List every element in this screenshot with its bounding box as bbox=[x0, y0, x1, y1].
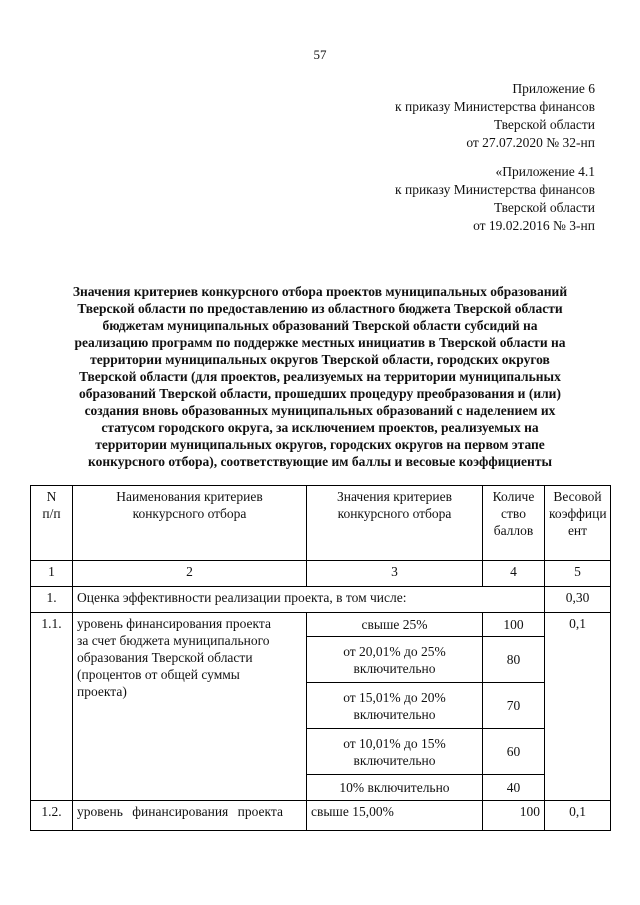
table-row bbox=[31, 801, 611, 831]
points-value: 70 bbox=[483, 683, 545, 729]
points-value: 60 bbox=[483, 729, 545, 775]
table-header-row bbox=[31, 486, 611, 561]
column-number: 4 bbox=[483, 561, 545, 587]
criterion-value: свыше 25% bbox=[307, 613, 483, 637]
appendix-line: «Приложение 4.1 bbox=[495, 164, 595, 179]
title-line: Тверской области (для проектов, реализуемых на территории муниципальных bbox=[79, 369, 561, 384]
header-points: Количе ство баллов bbox=[483, 486, 545, 561]
header-weight: Весовой коэффици ент bbox=[545, 486, 611, 561]
title-line: реализацию программ по поддержке местных инициатив в Тверской области на bbox=[74, 335, 566, 350]
title-line: статусом городского округа, за исключением проектов, реализуемых на bbox=[101, 420, 539, 435]
title-line: Тверской области по предоставлению из областного бюджета Тверской области bbox=[77, 301, 563, 316]
appendix-line: Тверской области bbox=[494, 117, 595, 132]
page-number: 57 bbox=[313, 47, 327, 62]
appendix-line: от 27.07.2020 № 32-нп bbox=[466, 135, 595, 150]
column-number: 5 bbox=[545, 561, 611, 587]
weight-value: 0,30 bbox=[545, 587, 611, 613]
points-value: 80 bbox=[483, 637, 545, 683]
title-line: территории муниципальных округов, городских округов на первом этапе bbox=[95, 437, 545, 452]
table-row bbox=[31, 587, 611, 613]
row-number: 1.2. bbox=[31, 801, 73, 831]
header-value: Значения критериев конкурсного отбора bbox=[307, 486, 483, 561]
column-number-row bbox=[31, 561, 611, 587]
table-row bbox=[31, 613, 611, 637]
appendix-line: к приказу Министерства финансов bbox=[395, 182, 595, 197]
points-value: 100 bbox=[483, 613, 545, 637]
appendix-6-block bbox=[395, 80, 595, 152]
title-line: конкурсного отбора), соответствующие им баллы и весовые коэффициенты bbox=[88, 454, 552, 469]
criterion-value: от 10,01% до 15% включительно bbox=[307, 729, 483, 775]
row-number: 1.1. bbox=[31, 613, 73, 801]
title-line: бюджетам муниципальных образований Тверской области субсидий на bbox=[102, 318, 538, 333]
criterion-value: 10% включительно bbox=[307, 775, 483, 801]
column-number: 3 bbox=[307, 561, 483, 587]
column-number: 1 bbox=[31, 561, 73, 587]
title-line: образований Тверской области, прошедших процедуру преобразования и (или) bbox=[79, 386, 561, 401]
column-number: 2 bbox=[73, 561, 307, 587]
header-num: N п/п bbox=[31, 486, 73, 561]
criterion-value: свыше 15,00% bbox=[307, 801, 483, 831]
criterion-value: от 20,01% до 25% включительно bbox=[307, 637, 483, 683]
criterion-name: уровень финансирования проекта bbox=[73, 801, 307, 831]
title-line: территории муниципальных округов Тверской области, городских округов bbox=[90, 352, 550, 367]
row-number: 1. bbox=[31, 587, 73, 613]
appendix-line: Приложение 6 bbox=[512, 81, 595, 96]
weight-value: 0,1 bbox=[545, 801, 611, 831]
title-line: создания вновь образованных муниципальных образований с наделением их bbox=[84, 403, 556, 418]
header-name: Наименования критериев конкурсного отбора bbox=[73, 486, 307, 561]
appendix-4-1-block bbox=[395, 163, 595, 235]
criterion-value: от 15,01% до 20% включительно bbox=[307, 683, 483, 729]
appendix-line: от 19.02.2016 № 3-нп bbox=[473, 218, 595, 233]
criteria-table bbox=[30, 485, 611, 831]
document-title bbox=[30, 283, 610, 470]
title-line: Значения критериев конкурсного отбора проектов муниципальных образований bbox=[72, 284, 568, 299]
weight-value: 0,1 bbox=[545, 613, 611, 801]
points-value: 40 bbox=[483, 775, 545, 801]
appendix-line: к приказу Министерства финансов bbox=[395, 99, 595, 114]
criterion-name: уровень финансирования проекта за счет бюджета муниципального образования Тверской области (процентов от общей суммы проекта) bbox=[73, 613, 307, 801]
criterion-name: Оценка эффективности реализации проекта, в том числе: bbox=[73, 587, 545, 613]
appendix-line: Тверской области bbox=[494, 200, 595, 215]
points-value: 100 bbox=[483, 801, 545, 831]
